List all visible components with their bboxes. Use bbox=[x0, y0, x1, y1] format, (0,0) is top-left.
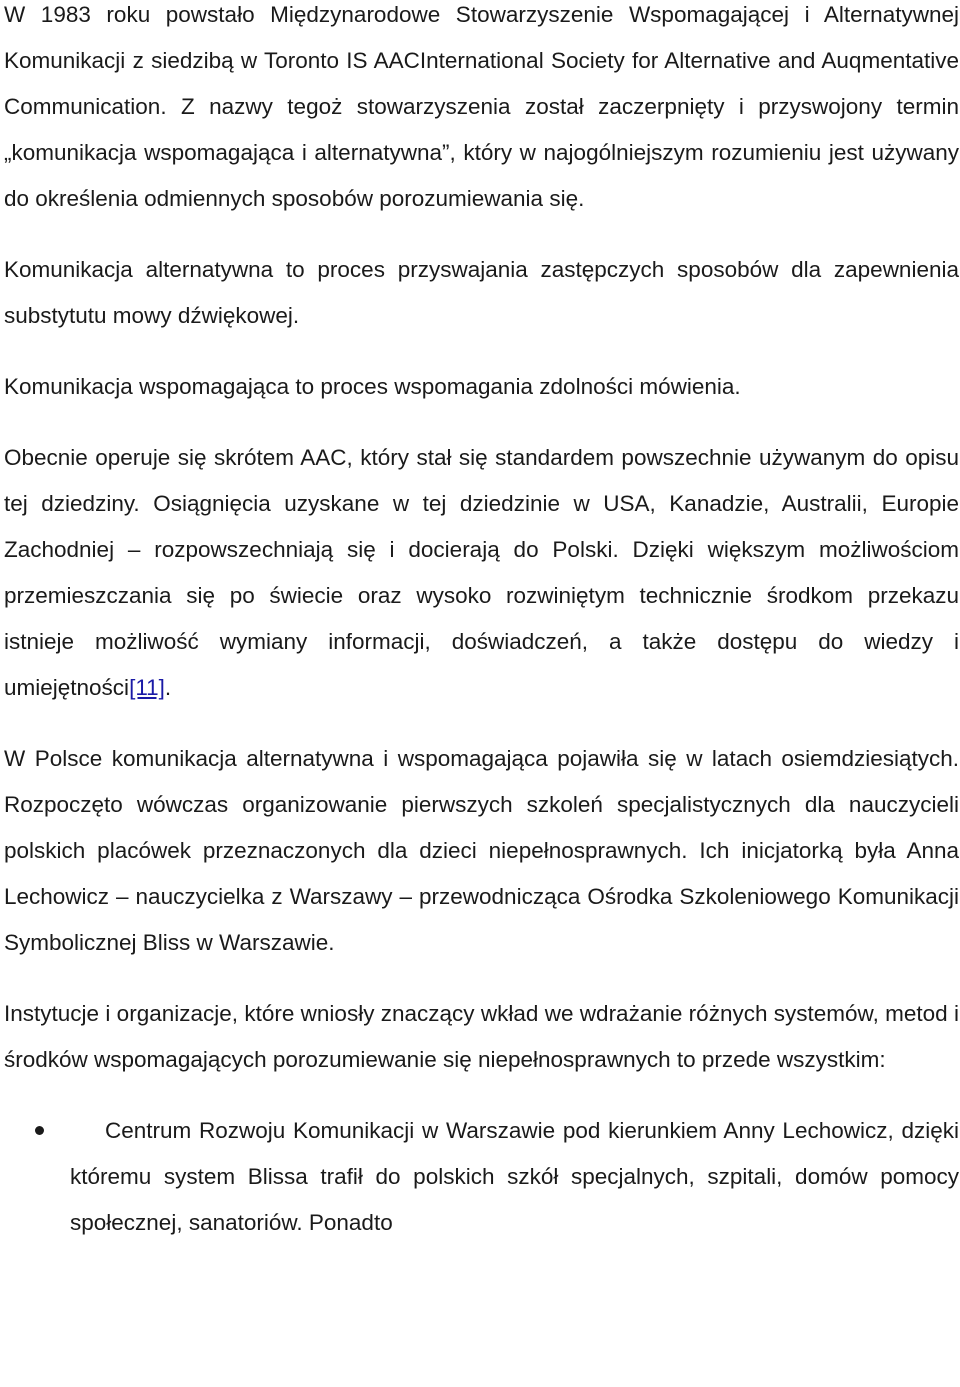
institutions-list bbox=[4, 1108, 959, 1246]
footnote-link[interactable]: [11] bbox=[129, 675, 165, 700]
bullet-icon bbox=[35, 1126, 44, 1135]
paragraph-aac-acronym bbox=[4, 435, 959, 711]
paragraph-aac-in-poland: W Polsce komunikacja alternatywna i wspomagająca pojawiła się w latach osiemdziesiątych. Rozpoczęto wówczas organizowanie pierwszych szkoleń specjalistycznych dla nauczycieli polskich placówek przeznaczonych dla dzieci niepełnosprawnych. Ich inicjatorką była Anna Lechowicz – nauczycielka z Warszawy – przewodnicząca Ośrodka Szkoleniowego Komunikacji Symbolicznej Bliss w Warszawie. bbox=[4, 746, 959, 955]
paragraph-alternative-definition: Komunikacja alternatywna to proces przyswajania zastępczych sposobów dla zapewnienia substytutu mowy dźwiękowej. bbox=[4, 257, 959, 328]
paragraph-augmentative-definition: Komunikacja wspomagająca to proces wspomagania zdolności mówienia. bbox=[4, 374, 741, 399]
paragraph-aac-history: W 1983 roku powstało Międzynarodowe Stowarzyszenie Wspomagającej i Alternatywnej Komunikacji z siedzibą w Toronto IS AACInternational Society for Alternative and Auqmentative Communication. Z nazwy tegoż stowarzyszenia został zaczerpnięty i przyswojony termin „komunikacja wspomagająca i alternatywna”, który w najogólniejszym rozumieniu jest używany do określenia odmiennych sposobów porozumiewania się. bbox=[4, 2, 959, 211]
document-page bbox=[4, 0, 959, 1246]
paragraph-end-period: . bbox=[164, 675, 172, 700]
paragraph-aac-acronym-text: Obecnie operuje się skrótem AAC, który stał się standardem powszechnie używanym do opisu tej dziedziny. Osiągnięcia uzyskane w tej dziedzinie w USA, Kanadzie, Australii, Europie Zachodniej – rozpowszechniają się i docierają do Polski. Dzięki większym możliwościom przemieszczania się po świecie oraz wysoko rozwiniętym technicznie środkom przekazu istnieje możliwość wymiany informacji, doświadczeń, a także dostępu do wiedzy i umiejętności bbox=[4, 445, 959, 700]
list-item bbox=[70, 1108, 959, 1246]
list-item-text: Centrum Rozwoju Komunikacji w Warszawie pod kierunkiem Anny Lechowicz, dzięki któremu system Blissa trafił do polskich szkół specjalnych, szpitali, domów pomocy społecznej, sanatoriów. Ponadto bbox=[70, 1118, 959, 1235]
paragraph-institutions-intro: Instytucje i organizacje, które wniosły znaczący wkład we wdrażanie różnych systemów, metod i środków wspomagających porozumiewanie się niepełnosprawnych to przede wszystkim: bbox=[4, 1001, 959, 1072]
